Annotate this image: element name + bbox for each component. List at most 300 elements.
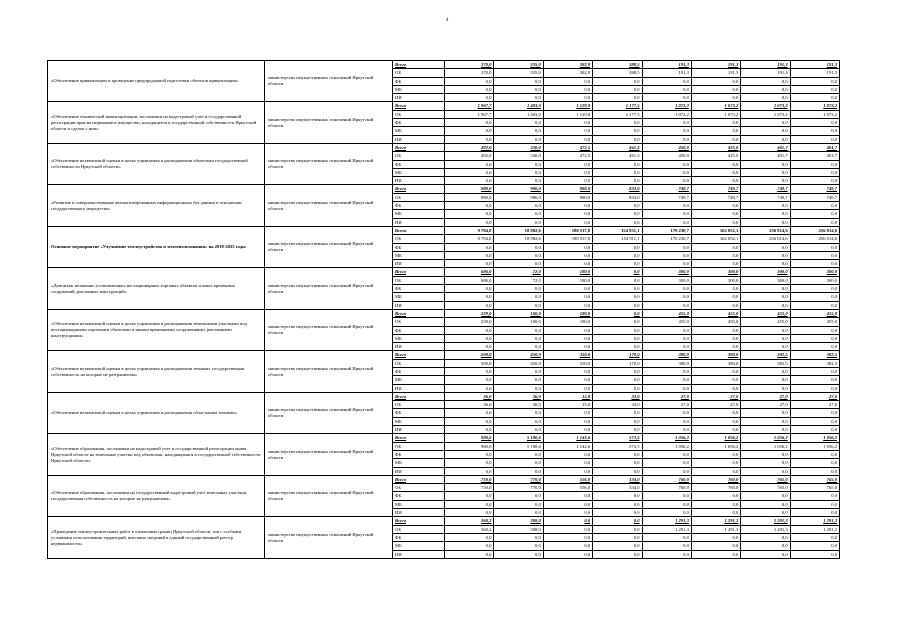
amount-cell: 0,0 xyxy=(593,459,642,467)
amount-cell: 0,0 xyxy=(543,334,592,342)
amount-cell: 0,0 xyxy=(494,202,543,210)
amount-cell: 360,2 xyxy=(445,517,494,525)
table-row-total xyxy=(48,517,840,525)
funding-source: Всего xyxy=(393,102,445,110)
amount-cell: 27,0 xyxy=(642,401,691,409)
amount-cell: 0,0 xyxy=(790,500,839,508)
amount-cell: 0,0 xyxy=(543,417,592,425)
amount-cell: 170,0 xyxy=(593,351,642,359)
amount-cell: 0,0 xyxy=(741,533,790,541)
amount-cell: 980,0 xyxy=(494,185,543,193)
amount-cell: 0,0 xyxy=(593,467,642,475)
amount-cell: 0,0 xyxy=(642,542,691,550)
amount-cell: 0,0 xyxy=(593,409,642,417)
activity-name: «Обеспечение приватизации и проведение предпродажной подготовки объектов приватизации» xyxy=(48,61,265,102)
funding-source: ФБ xyxy=(393,119,445,127)
amount-cell: 833,0 xyxy=(593,185,642,193)
amount-cell: 0,0 xyxy=(593,500,642,508)
activity-name: «Обеспечение независимой оценки в целях управления и распоряжения объектами государственной собственности Иркутской области» xyxy=(48,143,265,184)
amount-cell: 154 911,1 xyxy=(593,235,642,243)
amount-cell: 0,0 xyxy=(494,509,543,517)
funding-source: ОБ xyxy=(393,401,445,409)
amount-cell: 1 177,5 xyxy=(593,102,642,110)
amount-cell: 0,0 xyxy=(790,94,839,102)
funding-source: Всего xyxy=(393,61,445,69)
amount-cell: 0,0 xyxy=(445,202,494,210)
amount-cell: 335,0 xyxy=(494,61,543,69)
amount-cell: 833,0 xyxy=(593,193,642,201)
amount-cell: 0,0 xyxy=(642,251,691,259)
funding-source: ОБ xyxy=(393,152,445,160)
amount-cell: 0,0 xyxy=(445,260,494,268)
amount-cell: 0,0 xyxy=(543,343,592,351)
funding-source: ФБ xyxy=(393,450,445,458)
amount-cell: 0,0 xyxy=(445,533,494,541)
amount-cell: 0,0 xyxy=(790,177,839,185)
amount-cell: 0,0 xyxy=(494,301,543,309)
amount-cell: 0,0 xyxy=(691,127,740,135)
amount-cell: 0,0 xyxy=(593,334,642,342)
funding-source: ФБ xyxy=(393,202,445,210)
amount-cell: 0,0 xyxy=(741,550,790,558)
funding-source: ОБ xyxy=(393,69,445,77)
amount-cell: 0,0 xyxy=(445,500,494,508)
amount-cell: 0,0 xyxy=(691,500,740,508)
amount-cell: 0,0 xyxy=(741,500,790,508)
funding-source: ОБ xyxy=(393,193,445,201)
amount-cell: 180 537,8 xyxy=(543,235,592,243)
amount-cell: 0,0 xyxy=(642,85,691,93)
amount-cell: 0,0 xyxy=(543,533,592,541)
amount-cell: 0,0 xyxy=(593,509,642,517)
amount-cell: 9 794,8 xyxy=(445,235,494,243)
amount-cell: 0,0 xyxy=(494,500,543,508)
amount-cell: 0,0 xyxy=(790,210,839,218)
amount-cell: 0,0 xyxy=(445,542,494,550)
amount-cell: 0,0 xyxy=(593,276,642,284)
activity-name: Основное мероприятие «Улучшение землеустройства и землепользования» на 2018-2025 годы xyxy=(48,226,265,267)
amount-cell: 0,0 xyxy=(543,260,592,268)
amount-cell: 573,5 xyxy=(593,434,642,442)
amount-cell: 0,0 xyxy=(790,426,839,434)
amount-cell: 0,0 xyxy=(790,509,839,517)
amount-cell: 556,0 xyxy=(543,484,592,492)
amount-cell: 0,0 xyxy=(494,376,543,384)
amount-cell: 0,0 xyxy=(691,177,740,185)
amount-cell: 0,0 xyxy=(494,334,543,342)
funding-source: ОБ xyxy=(393,110,445,118)
amount-cell: 380,0 xyxy=(642,351,691,359)
amount-cell: 27,0 xyxy=(741,392,790,400)
amount-cell: 1 129,8 xyxy=(543,102,592,110)
amount-cell: 370,0 xyxy=(445,61,494,69)
amount-cell: 388,5 xyxy=(593,61,642,69)
amount-cell: 455,0 xyxy=(691,318,740,326)
funding-source: ИИ xyxy=(393,94,445,102)
amount-cell: 0,0 xyxy=(642,94,691,102)
amount-cell: 191,3 xyxy=(642,61,691,69)
amount-cell: 0,0 xyxy=(543,492,592,500)
amount-cell: 1 142,6 xyxy=(543,442,592,450)
amount-cell: 0,0 xyxy=(494,492,543,500)
amount-cell: 760,0 xyxy=(642,484,691,492)
amount-cell: 180,0 xyxy=(543,309,592,317)
amount-cell: 0,0 xyxy=(445,301,494,309)
amount-cell: 0,0 xyxy=(691,550,740,558)
responsible-org: министерство имущественных отношений Иркутской области xyxy=(265,351,393,392)
amount-cell: 765,0 xyxy=(790,475,839,483)
amount-cell: 0,0 xyxy=(593,177,642,185)
amount-cell: 0,0 xyxy=(593,210,642,218)
amount-cell: 980,6 xyxy=(445,442,494,450)
amount-cell: 0,0 xyxy=(593,318,642,326)
responsible-org: министерство имущественных отношений Иркутской области xyxy=(265,309,393,350)
amount-cell: 1 291,3 xyxy=(691,525,740,533)
amount-cell: 0,0 xyxy=(593,127,642,135)
amount-cell: 100,0 xyxy=(494,318,543,326)
amount-cell: 350,0 xyxy=(543,351,592,359)
amount-cell: 0,0 xyxy=(691,94,740,102)
amount-cell: 500,0 xyxy=(445,359,494,367)
amount-cell: 0,0 xyxy=(445,384,494,392)
amount-cell: 0,0 xyxy=(790,376,839,384)
activity-name: «Обеспечение технической инвентаризации, постановки на кадастровый учет и государственной регистрации прав на недвижимое имущество, находящееся в государственной собственности Иркутской области и сделок с ним» xyxy=(48,102,265,143)
amount-cell: 0,0 xyxy=(741,417,790,425)
amount-cell: 0,0 xyxy=(445,135,494,143)
amount-cell: 334,0 xyxy=(593,484,642,492)
funding-source: ИИ xyxy=(393,467,445,475)
amount-cell: 0,0 xyxy=(741,85,790,93)
amount-cell: 0,0 xyxy=(790,533,839,541)
amount-cell: 382,9 xyxy=(543,61,592,69)
amount-cell: 0,0 xyxy=(543,409,592,417)
amount-cell: 1 056,2 xyxy=(741,434,790,442)
amount-cell: 0,0 xyxy=(593,450,642,458)
amount-cell: 0,0 xyxy=(642,243,691,251)
amount-cell: 0,0 xyxy=(790,459,839,467)
amount-cell: 334,0 xyxy=(593,475,642,483)
amount-cell: 1 073,2 xyxy=(642,102,691,110)
amount-cell: 0,0 xyxy=(445,127,494,135)
amount-cell: 18 982,6 xyxy=(494,235,543,243)
amount-cell: 9 794,8 xyxy=(445,226,494,234)
funding-source: ИИ xyxy=(393,177,445,185)
amount-cell: 0,0 xyxy=(642,160,691,168)
amount-cell: 0,0 xyxy=(741,367,790,375)
amount-cell: 300,0 xyxy=(790,276,839,284)
amount-cell: 0,0 xyxy=(593,251,642,259)
amount-cell: 0,0 xyxy=(790,127,839,135)
table-row-total xyxy=(48,185,840,193)
amount-cell: 1 073,2 xyxy=(691,102,740,110)
funding-source: ФБ xyxy=(393,409,445,417)
amount-cell: 0,0 xyxy=(642,77,691,85)
funding-source: ФБ xyxy=(393,492,445,500)
amount-cell: 382,5 xyxy=(741,359,790,367)
amount-cell: 191,3 xyxy=(790,69,839,77)
amount-cell: 36,0 xyxy=(494,392,543,400)
funding-source: ИИ xyxy=(393,260,445,268)
responsible-org: министерство имущественных отношений Иркутской области xyxy=(265,61,393,102)
amount-cell: 0,0 xyxy=(790,417,839,425)
amount-cell: 154 931,1 xyxy=(593,226,642,234)
amount-cell: 239,0 xyxy=(445,309,494,317)
amount-cell: 0,0 xyxy=(543,94,592,102)
amount-cell: 0,0 xyxy=(445,409,494,417)
amount-cell: 0,0 xyxy=(691,409,740,417)
amount-cell: 1 967,7 xyxy=(445,110,494,118)
amount-cell: 0,0 xyxy=(790,285,839,293)
amount-cell: 0,0 xyxy=(691,210,740,218)
amount-cell: 0,0 xyxy=(642,135,691,143)
amount-cell: 556,0 xyxy=(543,475,592,483)
amount-cell: 0,0 xyxy=(445,243,494,251)
amount-cell: 401,7 xyxy=(790,143,839,151)
amount-cell: 0,0 xyxy=(642,376,691,384)
amount-cell: 0,0 xyxy=(593,384,642,392)
amount-cell: 749,7 xyxy=(642,185,691,193)
amount-cell: 0,0 xyxy=(593,218,642,226)
amount-cell: 0,0 xyxy=(445,251,494,259)
amount-cell: 0,0 xyxy=(445,334,494,342)
responsible-org: министерство имущественных отношений Иркутской области xyxy=(265,226,393,267)
amount-cell: 749,7 xyxy=(642,193,691,201)
amount-cell: 0,0 xyxy=(790,119,839,127)
amount-cell: 162 052,1 xyxy=(691,235,740,243)
amount-cell: 0,0 xyxy=(445,326,494,334)
amount-cell: 749,7 xyxy=(741,193,790,201)
amount-cell: 239,0 xyxy=(445,318,494,326)
amount-cell: 0,0 xyxy=(691,77,740,85)
table-row-total xyxy=(48,61,840,69)
funding-source: МБ xyxy=(393,334,445,342)
amount-cell: 0,0 xyxy=(593,77,642,85)
amount-cell: 0,0 xyxy=(790,218,839,226)
amount-cell: 170,0 xyxy=(593,359,642,367)
amount-cell: 370,0 xyxy=(445,69,494,77)
amount-cell: 1 073,2 xyxy=(691,110,740,118)
amount-cell: 0,0 xyxy=(494,160,543,168)
amount-cell: 1 291,3 xyxy=(790,525,839,533)
activity-name: «Демонтаж незаконно установленных нестационарных торговых объектов и иных временных сооружений, рекламных конструкций» xyxy=(48,268,265,309)
amount-cell: 0,0 xyxy=(494,260,543,268)
amount-cell: 0,0 xyxy=(445,367,494,375)
amount-cell: 760,0 xyxy=(691,484,740,492)
amount-cell: 1 291,3 xyxy=(642,525,691,533)
amount-cell: 0,0 xyxy=(642,119,691,127)
amount-cell: 0,0 xyxy=(543,77,592,85)
amount-cell: 300,0 xyxy=(691,276,740,284)
amount-cell: 461,3 xyxy=(593,143,642,151)
amount-cell: 749,7 xyxy=(741,185,790,193)
amount-cell: 0,0 xyxy=(741,376,790,384)
funding-source: Всего xyxy=(393,392,445,400)
amount-cell: 380,0 xyxy=(642,359,691,367)
amount-cell: 0,0 xyxy=(543,509,592,517)
amount-cell: 0,0 xyxy=(494,533,543,541)
amount-cell: 0,0 xyxy=(543,517,592,525)
amount-cell: 461,3 xyxy=(593,152,642,160)
amount-cell: 0,0 xyxy=(445,550,494,558)
amount-cell: 33,0 xyxy=(593,401,642,409)
amount-cell: 72,0 xyxy=(494,268,543,276)
amount-cell: 0,0 xyxy=(543,135,592,143)
amount-cell: 0,0 xyxy=(543,367,592,375)
funding-source: ФБ xyxy=(393,243,445,251)
amount-cell: 15,0 xyxy=(543,401,592,409)
amount-cell: 1 129,8 xyxy=(543,110,592,118)
amount-cell: 0,0 xyxy=(593,417,642,425)
amount-cell: 0,0 xyxy=(593,160,642,168)
amount-cell: 0,0 xyxy=(741,127,790,135)
funding-source: Всего xyxy=(393,434,445,442)
amount-cell: 0,0 xyxy=(642,467,691,475)
responsible-org: министерство имущественных отношений Иркутской области xyxy=(265,143,393,184)
amount-cell: 382,5 xyxy=(741,351,790,359)
amount-cell: 0,0 xyxy=(494,243,543,251)
amount-cell: 0,0 xyxy=(593,550,642,558)
funding-source: Всего xyxy=(393,226,445,234)
activity-name: «Развитие и совершенствование автоматизированных информационных баз данных в отношении государственного имущества» xyxy=(48,185,265,226)
amount-cell: 380,0 xyxy=(691,359,740,367)
amount-cell: 1 056,2 xyxy=(741,442,790,450)
funding-source: ОБ xyxy=(393,442,445,450)
amount-cell: 180,0 xyxy=(543,276,592,284)
amount-cell: 0,0 xyxy=(642,177,691,185)
amount-cell: 0,0 xyxy=(593,525,642,533)
amount-cell: 300,0 xyxy=(642,276,691,284)
activity-name: «Обеспечение независимой оценки в целях управления и распоряжения землями, государственная собственность на которые не разграничена» xyxy=(48,351,265,392)
amount-cell: 0,0 xyxy=(543,218,592,226)
amount-cell: 0,0 xyxy=(543,550,592,558)
amount-cell: 472,5 xyxy=(543,143,592,151)
amount-cell: 0,0 xyxy=(445,343,494,351)
amount-cell: 0,0 xyxy=(691,218,740,226)
amount-cell: 0,0 xyxy=(741,77,790,85)
funding-source: ФБ xyxy=(393,367,445,375)
amount-cell: 0,0 xyxy=(494,210,543,218)
amount-cell: 0,0 xyxy=(543,542,592,550)
amount-cell: 0,0 xyxy=(593,542,642,550)
amount-cell: 0,0 xyxy=(790,334,839,342)
amount-cell: 0,0 xyxy=(543,376,592,384)
responsible-org: министерство имущественных отношений Иркутской области xyxy=(265,185,393,226)
amount-cell: 0,0 xyxy=(741,210,790,218)
amount-cell: 765,0 xyxy=(790,484,839,492)
amount-cell: 0,0 xyxy=(494,293,543,301)
funding-table xyxy=(47,60,840,559)
amount-cell: 0,0 xyxy=(642,168,691,176)
amount-cell: 0,0 xyxy=(445,119,494,127)
amount-cell: 0,0 xyxy=(691,492,740,500)
amount-cell: 0,0 xyxy=(790,542,839,550)
table-row-total xyxy=(48,351,840,359)
funding-source: ИИ xyxy=(393,218,445,226)
amount-cell: 382,5 xyxy=(790,351,839,359)
amount-cell: 450,0 xyxy=(494,351,543,359)
amount-cell: 308,0 xyxy=(494,517,543,525)
amount-cell: 0,0 xyxy=(593,285,642,293)
amount-cell: 0,0 xyxy=(642,367,691,375)
amount-cell: 300,0 xyxy=(741,276,790,284)
funding-source: МБ xyxy=(393,376,445,384)
amount-cell: 5 180,6 xyxy=(494,434,543,442)
table-row-total xyxy=(48,143,840,151)
amount-cell: 0,0 xyxy=(642,409,691,417)
amount-cell: 0,0 xyxy=(445,160,494,168)
amount-cell: 980,0 xyxy=(445,185,494,193)
funding-source: ОБ xyxy=(393,276,445,284)
funding-source: МБ xyxy=(393,293,445,301)
amount-cell: 750,0 xyxy=(445,484,494,492)
amount-cell: 0,0 xyxy=(790,301,839,309)
amount-cell: 0,0 xyxy=(691,202,740,210)
amount-cell: 0,0 xyxy=(790,492,839,500)
amount-cell: 0,0 xyxy=(691,260,740,268)
funding-source: ФБ xyxy=(393,326,445,334)
amount-cell: 1 291,3 xyxy=(741,517,790,525)
funding-source: ФБ xyxy=(393,533,445,541)
amount-cell: 0,0 xyxy=(691,533,740,541)
amount-cell: 0,0 xyxy=(593,260,642,268)
amount-cell: 300,0 xyxy=(790,268,839,276)
amount-cell: 1 056,2 xyxy=(642,442,691,450)
amount-cell: 330,0 xyxy=(494,143,543,151)
funding-source: ФБ xyxy=(393,160,445,168)
amount-cell: 1 403,0 xyxy=(494,110,543,118)
amount-cell: 0,0 xyxy=(790,168,839,176)
responsible-org: министерство имущественных отношений Иркутской области xyxy=(265,268,393,309)
amount-cell: 0,0 xyxy=(593,94,642,102)
amount-cell: 0,0 xyxy=(494,119,543,127)
amount-cell: 27,0 xyxy=(741,401,790,409)
amount-cell: 0,0 xyxy=(741,384,790,392)
amount-cell: 0,0 xyxy=(593,168,642,176)
amount-cell: 425,0 xyxy=(691,143,740,151)
amount-cell: 0,0 xyxy=(543,243,592,251)
funding-source: ИИ xyxy=(393,343,445,351)
amount-cell: 0,0 xyxy=(790,467,839,475)
table-row-total xyxy=(48,268,840,276)
amount-cell: 749,7 xyxy=(691,185,740,193)
amount-cell: 1 291,3 xyxy=(642,517,691,525)
amount-cell: 749,7 xyxy=(790,185,839,193)
amount-cell: 0,0 xyxy=(543,426,592,434)
amount-cell: 492,0 xyxy=(445,143,494,151)
amount-cell: 1 056,2 xyxy=(691,442,740,450)
amount-cell: 0,0 xyxy=(445,492,494,500)
amount-cell: 0,0 xyxy=(543,459,592,467)
funding-source: ФБ xyxy=(393,285,445,293)
amount-cell: 0,0 xyxy=(691,384,740,392)
amount-cell: 0,0 xyxy=(741,459,790,467)
amount-cell: 401,7 xyxy=(790,152,839,160)
amount-cell: 749,7 xyxy=(790,193,839,201)
amount-cell: 0,0 xyxy=(642,384,691,392)
amount-cell: 0,0 xyxy=(642,293,691,301)
table-row-total xyxy=(48,226,840,234)
amount-cell: 0,0 xyxy=(642,260,691,268)
amount-cell: 1 056,2 xyxy=(642,434,691,442)
amount-cell: 0,0 xyxy=(494,168,543,176)
amount-cell: 0,0 xyxy=(790,77,839,85)
amount-cell: 0,0 xyxy=(494,550,543,558)
amount-cell: 0,0 xyxy=(593,268,642,276)
amount-cell: 0,0 xyxy=(445,459,494,467)
amount-cell: 18 982,6 xyxy=(494,226,543,234)
activity-name: «Проведение землеустроительных работ в отношении границ Иркутской области, зон с особыми условиями использования территорий, внесение сведений в единый государственный реестр недвижимости» xyxy=(48,517,265,558)
amount-cell: 0,0 xyxy=(691,367,740,375)
